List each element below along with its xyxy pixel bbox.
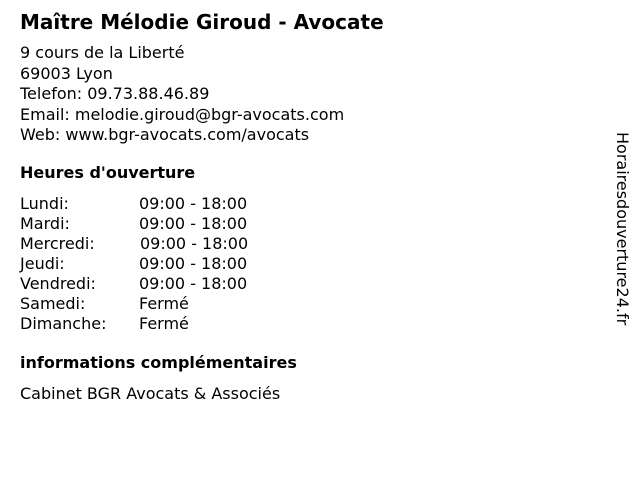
website: Web: www.bgr-avocats.com/avocats [20,125,310,144]
day-label: Lundi: [20,194,69,213]
contact-block [20,43,344,146]
day-label: Samedi: [20,294,86,313]
city-address: 69003 Lyon [20,63,113,83]
extra-info-text: Cabinet BGR Avocats & Associés [20,384,281,403]
time-value: 09:00 - 18:00 [139,254,248,273]
time-value: 09:00 - 18:00 [139,194,248,213]
time-value: 09:00 - 18:00 [140,234,249,253]
day-label: Jeudi: [20,254,65,273]
street-address: 9 cours de la Liberté [20,43,185,62]
time-value: Fermé [139,314,189,333]
phone-number: Telefon: 09.73.88.46.89 [20,84,210,103]
day-label: Vendredi: [20,274,96,293]
day-label: Dimanche: [20,314,107,333]
day-label: Mardi: [20,214,70,233]
brand-watermark: Horairesdouverture24.fr [613,132,632,326]
business-name: Maître Mélodie Giroud - Avocate [20,10,384,34]
hours-heading: Heures d'ouverture [20,163,196,182]
time-value: Fermé [139,294,189,313]
time-value: 09:00 - 18:00 [139,214,248,233]
day-label: Mercredi: [20,234,95,253]
time-value: 09:00 - 18:00 [139,274,248,293]
email-address: Email: melodie.giroud@bgr-avocats.com [20,104,345,124]
extra-info-heading: informations complémentaires [20,353,297,372]
